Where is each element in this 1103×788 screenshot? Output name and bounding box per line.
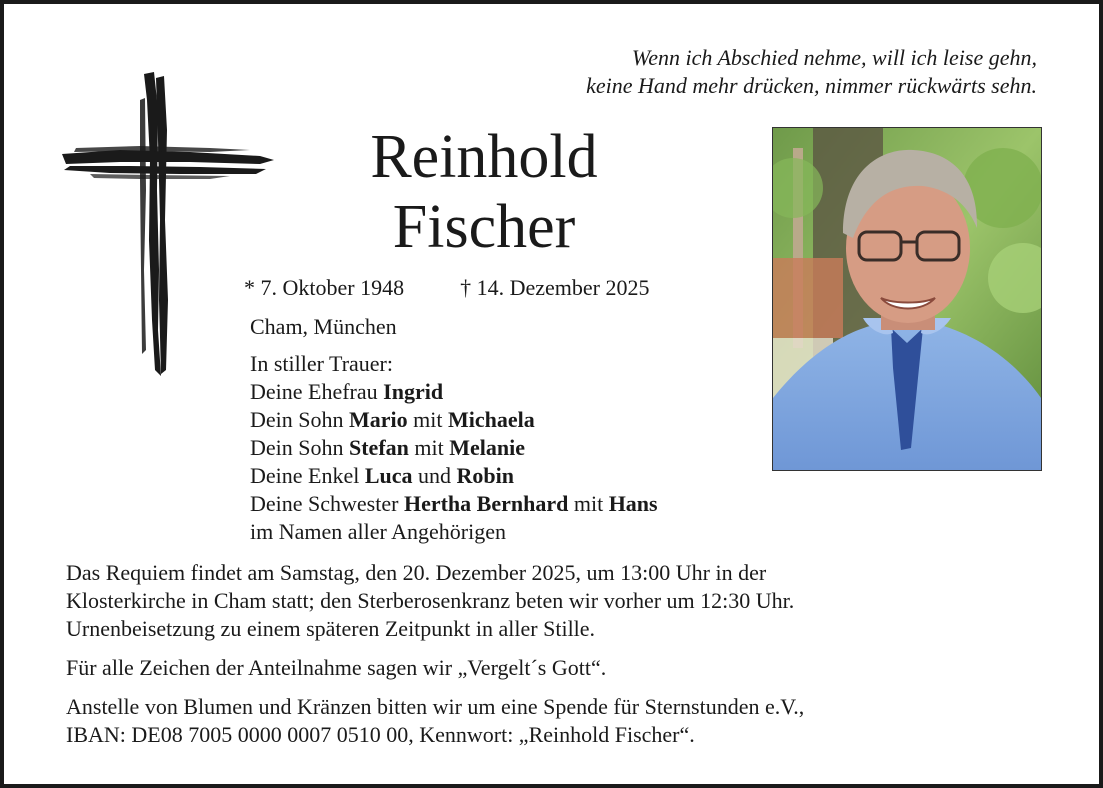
requiem-paragraph: Das Requiem findet am Samstag, den 20. Dezember 2025, um 13:00 Uhr in der Klosterkirche in Cham statt; den Sterberosenkranz beten wir vorher um 12:30 Uhr. Urnenbeisetzung zu einem späteren Zeitpunkt in aller Stille. — [66, 560, 795, 641]
donation-paragraph: Anstelle von Blumen und Kränzen bitten wir um eine Spende für Sternstunden e.V., IBAN: DE08 7005 0000 0007 0510 00, Kennwort: „Reinhold Fischer“. — [66, 694, 805, 747]
mourner-line: Deine Schwester Hertha Bernhard mit Hans — [250, 491, 658, 516]
epigraph-quote — [586, 44, 1037, 100]
ceremony-notice — [66, 559, 804, 760]
mourner-line: Dein Sohn Mario mit Michaela — [250, 407, 535, 432]
last-name: Fischer — [392, 193, 576, 261]
mourner-line: Deine Enkel Luca und Robin — [250, 463, 515, 488]
quote-line-2: keine Hand mehr drücken, nimmer rückwärts sehn. — [586, 73, 1037, 98]
places: Cham, München — [250, 314, 397, 339]
mourner-line: Dein Sohn Stefan mit Melanie — [250, 435, 525, 460]
mourners-closing: im Namen aller Angehörigen — [250, 519, 506, 544]
death-date: † 14. Dezember 2025 — [460, 275, 650, 300]
cross-icon — [60, 70, 280, 382]
life-dates — [244, 274, 649, 302]
quote-line-1: Wenn ich Abschied nehme, will ich leise gehn, — [631, 45, 1037, 70]
mourner-line: Deine Ehefrau Ingrid — [250, 379, 444, 404]
first-name: Reinhold — [370, 123, 598, 191]
birth-date: * 7. Oktober 1948 — [244, 275, 405, 300]
thanks-paragraph: Für alle Zeichen der Anteilnahme sagen wir „Vergelt´s Gott“. — [66, 655, 607, 680]
portrait-photo — [772, 127, 1042, 471]
mourners-list — [250, 350, 658, 546]
deceased-name — [294, 122, 674, 262]
mourners-intro: In stiller Trauer: — [250, 351, 393, 376]
